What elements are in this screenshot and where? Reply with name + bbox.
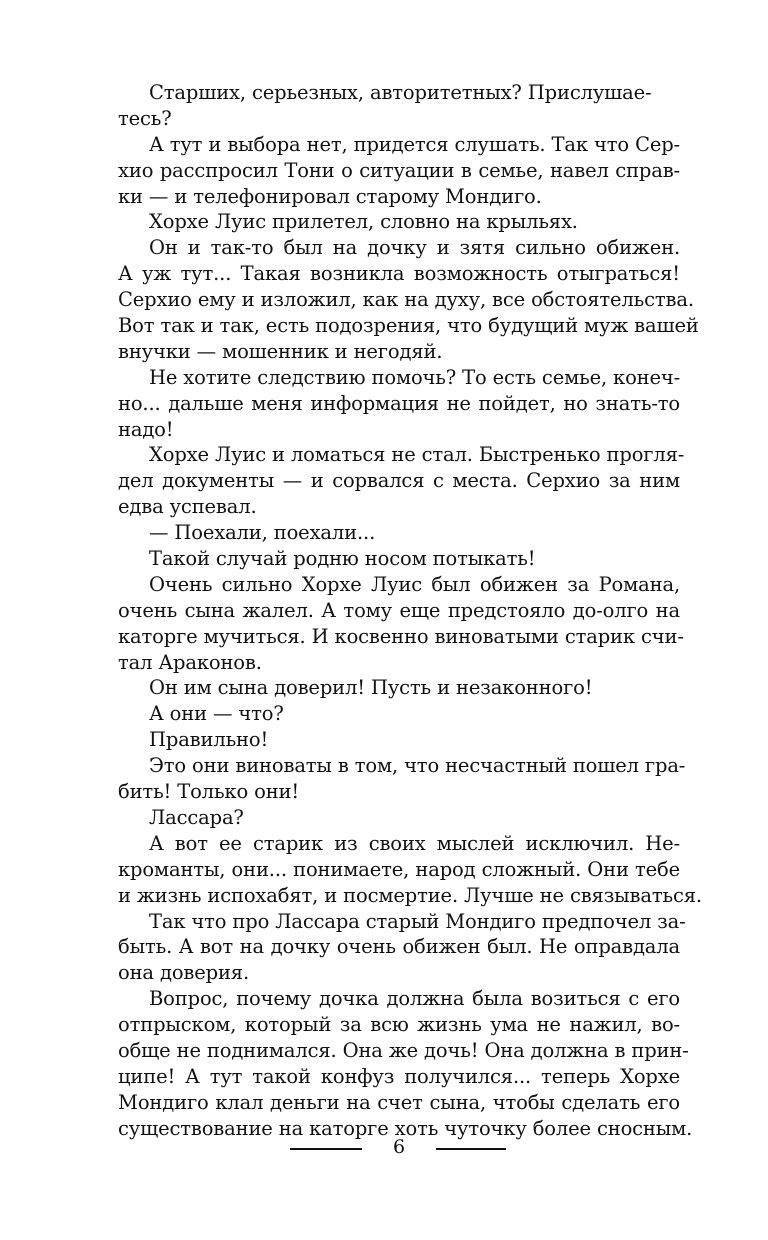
footer-rule-right xyxy=(436,1148,506,1150)
text-line: Хорхе Луис прилетел, словно на крыльях. xyxy=(149,210,578,234)
text-line: ки — и телефонировал старому Мондиго. xyxy=(118,184,542,208)
text-line: Серхио ему и изложил, как на духу, все обстоятельства. xyxy=(118,288,694,312)
page-number: 6 xyxy=(392,1136,406,1158)
text-line: — Поехали, поехали... xyxy=(149,521,376,545)
text-line: Лассара? xyxy=(149,805,244,829)
text-line: тал Араконов. xyxy=(118,650,262,674)
text-line: Такой случай родню носом потыкать! xyxy=(149,547,536,571)
text-line: Так что про Лассара старый Мондиго предпочел за- xyxy=(149,909,686,933)
text-line: отпрыском, который за всю жизнь ума не нажил, во- xyxy=(118,1013,680,1037)
page-body xyxy=(118,80,702,1142)
text-line: едва успевал. xyxy=(118,495,257,519)
text-line: Вот так и так, есть подозрения, что будущий муж вашей xyxy=(118,314,699,338)
text-line: Вопрос, почему дочка должна была возиться с его xyxy=(149,987,680,1011)
text-line: дел документы — и сорвался с места. Серхио за ним xyxy=(118,469,680,493)
text-line: Хорхе Луис и ломаться не стал. Быстренько прогля- xyxy=(149,443,685,467)
text-line: бить! Только они! xyxy=(118,780,300,804)
text-line: быть. А вот на дочку очень обижен был. Не оправдала xyxy=(118,935,680,959)
text-line: Очень сильно Хорхе Луис был обижен за Романа, xyxy=(149,572,680,596)
text-line: ципе! А тут такой конфуз получился... теперь Хорхе xyxy=(118,1064,680,1088)
text-line: обще не поднимался. Она же дочь! Она должна в прин- xyxy=(118,1038,689,1062)
text-line: Правильно! xyxy=(149,728,269,752)
text-line: хио расспросил Тони о ситуации в семье, навел справ- xyxy=(118,158,680,182)
text-line: но... дальше меня информация не пойдет, но знать-то xyxy=(118,391,680,415)
text-line: кроманты, они... понимаете, народ сложный. Они тебе xyxy=(118,857,680,881)
text-line: тесь? xyxy=(118,106,172,130)
text-line: А тут и выбора нет, придется слушать. Так что Сер- xyxy=(149,132,680,156)
text-line: А они — что? xyxy=(149,702,284,726)
text-line: внучки — мошенник и негодяй. xyxy=(118,339,443,363)
text-line: А вот ее старик из своих мыслей исключил. Не- xyxy=(149,831,680,855)
footer-rule-left xyxy=(290,1148,362,1150)
text-line: Это они виноваты в том, что несчастный пошел гра- xyxy=(149,754,686,778)
text-line: Мондиго клал деньги на счет сына, чтобы сделать его xyxy=(118,1090,680,1114)
text-line: А уж тут... Такая возникла возможность отыграться! xyxy=(118,262,680,286)
text-line: она доверия. xyxy=(118,961,250,985)
text-line: и жизнь испохабят, и посмертие. Лучше не связываться. xyxy=(118,883,702,907)
text-line: Он им сына доверил! Пусть и незаконного! xyxy=(149,676,593,700)
text-line: очень сына жалел. А тому еще предстояло до-олго на xyxy=(118,598,680,622)
text-line: Старших, серьезных, авторитетных? Прислушае- xyxy=(149,81,652,104)
text-line: Он и так-то был на дочку и зятя сильно обижен. xyxy=(149,236,680,260)
text-line: надо! xyxy=(118,417,174,441)
text-line: каторге мучиться. И косвенно виноватыми старик счи- xyxy=(118,624,684,648)
page-footer xyxy=(118,1131,680,1161)
text-line: Не хотите следствию помочь? То есть семье, конеч- xyxy=(149,365,681,389)
text-line: существование на каторге хоть чуточку более сносным. xyxy=(118,1116,693,1140)
